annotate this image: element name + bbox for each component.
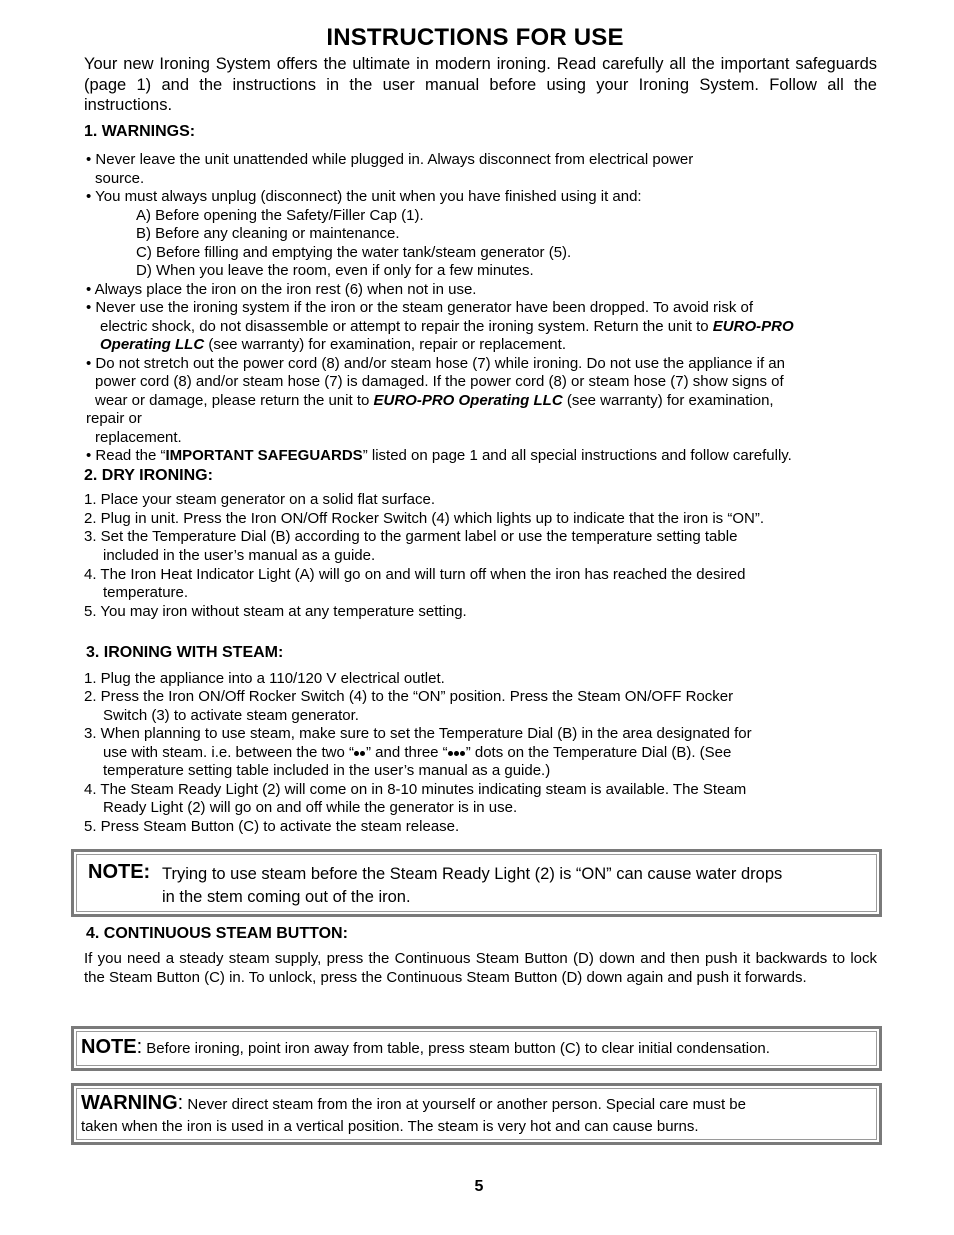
warning-line: • Never use the ironing system if the iron or the steam generator have been dropped. To avoid risk of xyxy=(86,299,754,316)
note-label: NOTE xyxy=(81,1036,137,1058)
dry-step: 5. You may iron without steam at any temperature setting. xyxy=(84,603,467,620)
note-box-condensation: NOTE: Before ironing, point iron away from table, press steam button (C) to clear initial condensation. xyxy=(71,1026,882,1071)
dry-step: 4. The Iron Heat Indicator Light (A) will go on and will turn off when the iron has reached the desired xyxy=(84,566,746,583)
warning-subitem: B) Before any cleaning or maintenance. xyxy=(136,225,400,242)
steam-step: 2. Press the Iron ON/Off Rocker Switch (4) to the “ON” position. Press the Steam ON/OFF Rocker xyxy=(84,688,734,705)
warning-line: Operating LLC (see warranty) for examination, repair or replacement. xyxy=(100,336,566,353)
warning-text: taken when the iron is used in a vertical position. The steam is very hot and can cause burns. xyxy=(81,1118,699,1135)
warning-text: Never direct steam from the iron at yourself or another person. Special care must be xyxy=(183,1096,746,1113)
steam-step: 1. Plug the appliance into a 110/120 V electrical outlet. xyxy=(84,670,445,687)
note-box-steam xyxy=(71,849,882,917)
note-text: Trying to use steam before the Steam Ready Light (2) is “ON” can cause water drops xyxy=(162,865,783,883)
warning-line: • Never leave the unit unattended while plugged in. Always disconnect from electrical power xyxy=(86,151,694,168)
steam-ironing-heading: 3. IRONING WITH STEAM: xyxy=(86,644,284,661)
warning-line: • Always place the iron on the iron rest (6) when not in use. xyxy=(86,281,477,298)
intro-paragraph: Your new Ironing System offers the ultimate in modern ironing. Read carefully all the important safeguards (page 1) and the instructions in the user manual before using your Ironing System. Follow all the instructions. xyxy=(84,55,877,114)
continuous-steam-paragraph: If you need a steady steam supply, press the Continuous Steam Button (D) down and then push it backwards to lock the Steam Button (C) in. To unlock, press the Continuous Steam Button (D) down again and push it forwards. xyxy=(84,950,877,986)
continuous-steam-heading: 4. CONTINUOUS STEAM BUTTON: xyxy=(86,925,348,942)
steam-step: Ready Light (2) will go on and off while the generator is in use. xyxy=(103,799,518,816)
steam-step: 4. The Steam Ready Light (2) will come on in 8-10 minutes indicating steam is available. The Steam xyxy=(84,781,747,798)
warning-box: WARNING: Never direct steam from the iron at yourself or another person. Special care must be taken when the iron is used in a vertical position. The steam is very hot and can cause burns. xyxy=(71,1083,882,1145)
dry-step: temperature. xyxy=(103,584,189,601)
steam-step: 3. When planning to use steam, make sure to set the Temperature Dial (B) in the area designated for xyxy=(84,725,752,742)
note-text: in the stem coming out of the iron. xyxy=(162,888,411,906)
dry-step: included in the user’s manual as a guide. xyxy=(103,547,376,564)
dry-step: 2. Plug in unit. Press the Iron ON/Off Rocker Switch (4) which lights up to indicate that the iron is “ON”. xyxy=(84,510,765,527)
page-number: 5 xyxy=(474,1178,484,1195)
three-dots-icon xyxy=(448,744,466,761)
warning-line: wear or damage, please return the unit to EURO-PRO Operating LLC (see warranty) for examination, xyxy=(95,392,774,409)
warning-line: • Do not stretch out the power cord (8) and/or steam hose (7) while ironing. Do not use the appliance if an xyxy=(86,355,785,372)
steam-step: Switch (3) to activate steam generator. xyxy=(103,707,359,724)
two-dots-icon xyxy=(354,744,366,761)
dry-step: 1. Place your steam generator on a solid flat surface. xyxy=(84,491,436,508)
warning-line: replacement. xyxy=(95,429,182,446)
warnings-heading: 1. WARNINGS: xyxy=(84,123,196,140)
warning-subitem: A) Before opening the Safety/Filler Cap (1). xyxy=(136,207,424,224)
warning-line: repair or xyxy=(86,410,142,427)
warning-line: source. xyxy=(95,170,145,187)
steam-step: temperature setting table included in the user’s manual as a guide.) xyxy=(103,762,551,779)
steam-step: use with steam. i.e. between the two “ ” and three “ ” dots on the Temperature Dial (B). (See xyxy=(103,744,732,761)
warning-label: WARNING xyxy=(81,1092,178,1114)
steam-step: 5. Press Steam Button (C) to activate the steam release. xyxy=(84,818,460,835)
warning-line: • Read the “IMPORTANT SAFEGUARDS” listed on page 1 and all special instructions and follow carefully. xyxy=(86,447,792,464)
warning-subitem: C) Before filling and emptying the water tank/steam generator (5). xyxy=(136,244,572,261)
warning-subitem: D) When you leave the room, even if only for a few minutes. xyxy=(136,262,534,279)
warning-line: • You must always unplug (disconnect) the unit when you have finished using it and: xyxy=(86,188,642,205)
note-label: NOTE: xyxy=(88,861,151,883)
dry-ironing-heading: 2. DRY IRONING: xyxy=(84,467,213,484)
page-title: INSTRUCTIONS FOR USE xyxy=(326,24,624,51)
note-text: Before ironing, point iron away from table, press steam button (C) to clear initial condensation. xyxy=(142,1040,770,1057)
warning-line: electric shock, do not disassemble or attempt to repair the ironing system. Return the unit to EURO-PRO xyxy=(100,318,794,335)
dry-step: 3. Set the Temperature Dial (B) according to the garment label or use the temperature setting table xyxy=(84,528,738,545)
warning-line: power cord (8) and/or steam hose (7) is damaged. If the power cord (8) or steam hose (7) show signs of xyxy=(95,373,784,390)
